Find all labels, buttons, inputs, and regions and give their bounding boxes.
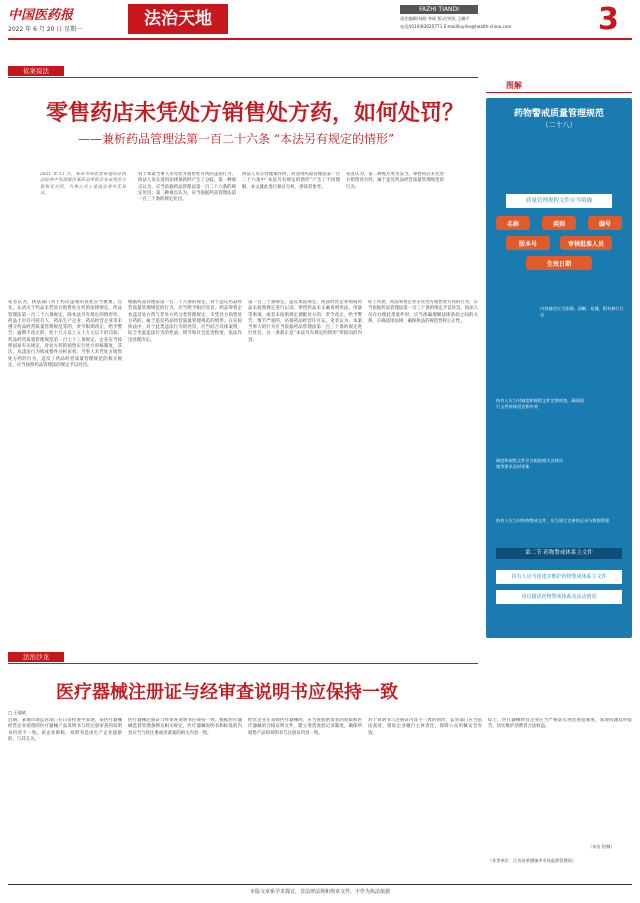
graphic-kicker: 图解 <box>506 81 522 90</box>
second-story <box>8 652 632 882</box>
body-column: 第一百三十条规定，违反本法规定，药品经营企业购销药品未按照规定进行记录，零售药品未正确说明用法、用量等事项，或者未按照规定调配处方的，责令改正，给予警告；情节严重的，吊销药品经营许可证。笔者认为，本案当事人的行为应当依据药品管理法第一百三十条的规定进行处罚，这一条款正是“本法另有规定的情形”所指向的内容。 <box>248 300 362 343</box>
body-column: 根据药品管理法第一百二十六条的规定，对于违反药品经营质量管理规范的行为，应当给予相应处罚。药品零售企业违反处方药与非处方药分类管理规定，未凭处方销售处方药的，属于违反药品经营质量管理规范的情形。在实际执法中，对于此类违法行为的处罚，应当结合具体案情，综合考虑违法行为的性质、情节和社会危害程度，依法作出处理决定。 <box>128 300 242 343</box>
body-column: 综上，医疗器械经营企业应当严格落实进货查验制度，发现问题及时报告，切实维护消费者合法权益。 <box>488 718 632 730</box>
graphic-box1: 质量管理规程文件应当明确 <box>506 194 612 208</box>
graphic-rule <box>486 92 632 93</box>
top-story <box>8 62 478 642</box>
kicker: 依案说法 <box>8 66 64 76</box>
graphic-panel <box>486 80 632 640</box>
kicker-rule <box>8 77 478 78</box>
graphic-button: 审核批准人员 <box>560 236 612 250</box>
headline: 零售药店未凭处方销售处方药，如何处罚？ <box>46 101 465 126</box>
byline: □ 王瑜婧 <box>8 710 26 715</box>
footer-slogan: 本版文章系学术探讨，非法律法规和规章文件，不作为执法依据 <box>249 889 390 895</box>
body-column: 经营企业在采购医疗器械时，应当查验供货者的资质和医疗器械的合格证明文件，建立进货查验记录制度，确保所销售产品的说明书与注册证内容一致。 <box>248 718 362 736</box>
graphic-button: 版本号 <box>506 236 550 250</box>
kicker: 法治沙龙 <box>8 652 64 662</box>
section-tab <box>128 4 228 34</box>
graphic-source: （宋亮 绘制） <box>588 844 615 849</box>
graphic-box2: 持有人应当创建并维护药物警戒体系主文件 <box>496 570 622 584</box>
page-number: 3 <box>598 2 619 37</box>
graphic-button: 编号 <box>588 216 622 230</box>
body-column: 执法人员在处理案件时，对适用药品管理法第一百二十六条中“本法另有规定的情形”产生了不同理解，本文就此进行探讨分析，供读者参考。 <box>242 172 340 190</box>
graphic-body <box>486 98 632 638</box>
body-column: 对于说明书与注册证内容不一致的情形，监管部门应当依法查处，督促企业履行主体责任，保障公众用械安全有效。 <box>368 718 482 736</box>
graphic-title: 药物警戒质量管理规范 <box>513 109 604 119</box>
graphic-subtitle: （二十八） <box>541 121 577 129</box>
graphic-caption: 制度和规程文件应当根据相关法律法规等要求及时更新 <box>496 458 564 469</box>
body-column: 对于本案当事人未凭处方销售处方药的违法行为，执法人员在适用法律条款时产生了分歧。第一种观点认为，应当依据药品管理法第一百二十六条的规定处罚；第二种观点认为，应当依据药品管理法第一百三十条的规定处罚。 <box>138 172 236 203</box>
editor-line: 责任编辑/刘皓 李硕 版式/荣恒 王璐平 <box>400 16 470 21</box>
body-column: 医疗器械注册证与经审查说明书应保持一致。根据医疗器械监督管理条例及相关规定，医疗器械说明书和标签的内容应当与经注册或者备案的相关内容一致。 <box>128 718 242 736</box>
footer <box>0 884 640 903</box>
date-line: 2022 年 6 月 20 日 星期一 <box>8 26 83 33</box>
masthead-rule <box>8 38 632 40</box>
kicker-rule <box>8 663 478 664</box>
body-column: 综上所述，药品零售企业未凭处方销售处方药的行为，应当依据药品管理法第一百三十条的规定予以处罚。执法人员在办理此类案件时，应当准确理解法律条款之间的关系，正确适用法律，确保执法的规范性和公正性。 <box>368 300 478 324</box>
headline: 医疗器械注册证与经审查说明书应保持一致 <box>56 682 398 703</box>
graphic-button: 名称 <box>496 216 530 230</box>
graphic-box3: 用以描述药物警戒体系及活动情况 <box>496 590 622 604</box>
graphic-caption: 持有人应当对制度和规程文件定期审查，确保现行文件持续适宜和有效 <box>496 398 584 409</box>
graphic-caption: 内容描述应当准确、清晰、易懂，附有修订日志 <box>540 306 624 317</box>
subheadline: ——兼析药品管理法第一百二十六条 “本法另有规定的情形” <box>78 132 395 146</box>
section-title: 法治天地 <box>144 9 212 29</box>
graphic-footer-note: 第二节 药物警戒体系主文件 <box>496 548 622 559</box>
body-column: 笔者认为，第二种观点更为妥当。零售药店未凭处方销售处方药，属于违反药品经营质量管理规范的行为。 <box>346 172 444 190</box>
pinyin-box: FAZHI TIANDI <box>400 5 478 14</box>
body-column: 笔者认为，执法部门对于药店违规的查处应当慎重。首先，认清关于药品未凭处方销售处方药的法律规定。药品管理法第一百二十六条规定，除本法另有规定的情形外，药品上市许可持有人、药品生产企业、药品经营企业等未遵守药品经营质量管理规范等的，责令限期改正，给予警告；逾期不改正的，处十万元以上五十万元以下的罚款。药品经营质量管理规范第一百七十三条规定，企业应当按照国家有关规定，对处方药的销售实行处方审核制度。其次，从违法行为构成要件分析来看。当事人未凭处方销售处方药的行为，违反了药品经营质量管理规范的相关规定，应当按照药品管理法的规定予以处罚。 <box>8 300 122 368</box>
paper-name: 中国医药报 <box>8 8 74 23</box>
graphic-caption: 持有人应当对药物警戒文件，应当建立完善的记录与数据管理 <box>496 518 610 523</box>
contact-line: 电话/(010)83025771 E-mail/luyihe@health-china.com <box>400 24 512 29</box>
intro-paragraph: 2021 年 11 月，某县市场监督管理局在执法检查中发现辖区某药品零售企业未凭处方销售处方药，当事人对上述违法事实无异议。 <box>40 172 126 196</box>
graphic-button: 类别 <box>542 216 576 230</box>
masthead <box>0 0 640 42</box>
footer-rule <box>8 884 632 885</box>
graphic-button: 生效日期 <box>526 256 592 270</box>
author-note: （作者单位：江西省景德镇市市场监督管理局） <box>488 858 576 863</box>
body-column: 近期，某地市场监管部门在日常检查中发现，某医疗器械经营企业销售的医疗器械产品说明书与经注册审查的说明书内容不一致。该企业辩称，说明书是由生产企业提供的，与其无关。 <box>8 718 122 742</box>
